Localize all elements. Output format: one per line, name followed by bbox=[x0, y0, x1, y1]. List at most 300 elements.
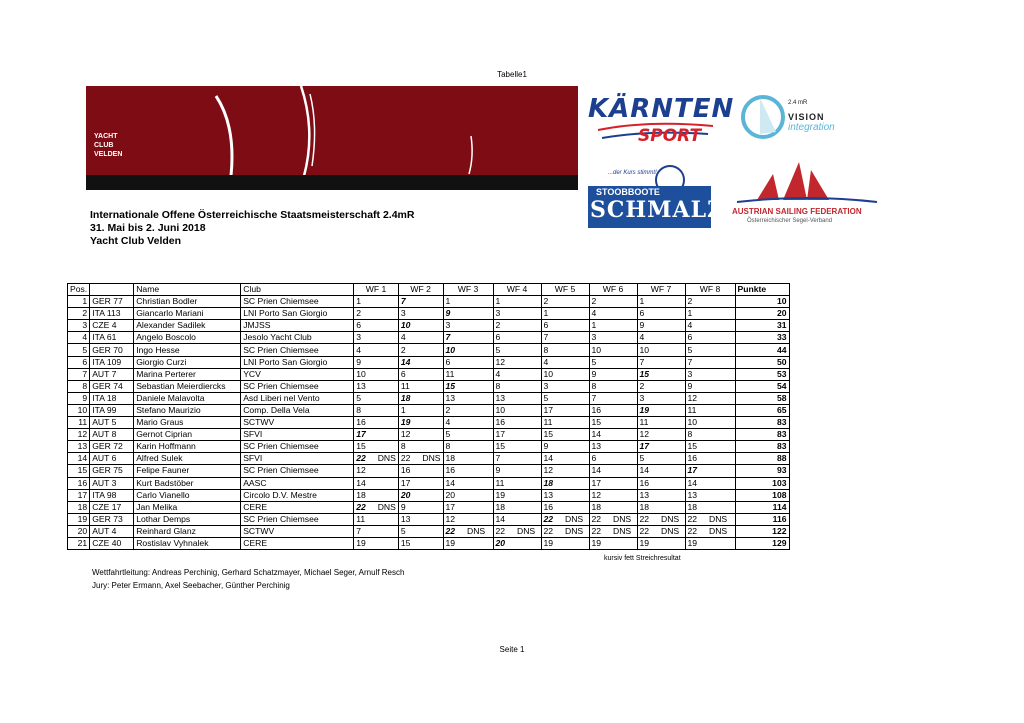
kaernten-sport-logo: KÄRNTEN SPORT bbox=[588, 94, 735, 146]
cell-race-code bbox=[563, 308, 589, 320]
cell-race-code bbox=[611, 404, 637, 416]
cell-race-code bbox=[420, 429, 443, 441]
cell-race-score: 7 bbox=[589, 392, 611, 404]
cell-race-score: 13 bbox=[443, 392, 465, 404]
cell-name: Daniele Malavolta bbox=[134, 392, 241, 404]
cell-club: SC Prien Chiemsee bbox=[241, 296, 354, 308]
vision-integration-logo: 2.4 mR VISION integration bbox=[740, 92, 860, 144]
cell-race-code bbox=[659, 404, 685, 416]
table-row bbox=[68, 332, 790, 344]
cell-points: 103 bbox=[735, 477, 789, 489]
cell-race-code bbox=[611, 392, 637, 404]
table-row bbox=[68, 477, 790, 489]
cell-pos: 3 bbox=[68, 320, 90, 332]
cell-pos: 17 bbox=[68, 489, 90, 501]
cell-race-score: 7 bbox=[637, 356, 659, 368]
cell-race-score: 22 bbox=[493, 525, 515, 537]
cell-race-score: 5 bbox=[493, 344, 515, 356]
cell-points: 83 bbox=[735, 417, 789, 429]
cell-race-score: 17 bbox=[589, 477, 611, 489]
cell-race-score: 2 bbox=[493, 320, 515, 332]
cell-race-code: DNS bbox=[659, 525, 685, 537]
cell-race-code bbox=[707, 465, 735, 477]
table-row bbox=[68, 537, 790, 549]
cell-race-code bbox=[659, 368, 685, 380]
cell-name: Karin Hoffmann bbox=[134, 441, 241, 453]
cell-race-code bbox=[611, 380, 637, 392]
cell-race-score: 8 bbox=[589, 380, 611, 392]
cell-race-code bbox=[659, 392, 685, 404]
header-race: WF 5 bbox=[541, 284, 589, 296]
cell-race-code bbox=[563, 537, 589, 549]
cell-race-score: 3 bbox=[354, 332, 376, 344]
regatta-title bbox=[90, 209, 414, 248]
cell-race-code bbox=[420, 465, 443, 477]
cell-race-score: 8 bbox=[354, 404, 376, 416]
cell-race-score: 17 bbox=[637, 441, 659, 453]
cell-race-score: 8 bbox=[443, 441, 465, 453]
cell-race-score: 18 bbox=[443, 453, 465, 465]
cell-race-code bbox=[659, 296, 685, 308]
table-row bbox=[68, 465, 790, 477]
cell-race-code bbox=[563, 332, 589, 344]
cell-sail-number: GER 77 bbox=[90, 296, 134, 308]
cell-club: SCTWV bbox=[241, 525, 354, 537]
cell-race-score: 3 bbox=[398, 308, 420, 320]
cell-sail-number: GER 74 bbox=[90, 380, 134, 392]
header-name: Name bbox=[134, 284, 241, 296]
cell-race-code bbox=[611, 356, 637, 368]
cell-race-code bbox=[611, 453, 637, 465]
cell-name: Felipe Fauner bbox=[134, 465, 241, 477]
cell-race-score: 1 bbox=[354, 296, 376, 308]
cell-race-score: 18 bbox=[398, 392, 420, 404]
cell-race-score: 7 bbox=[541, 332, 563, 344]
cell-race-score: 22 bbox=[354, 453, 376, 465]
header-sail bbox=[90, 284, 134, 296]
cell-race-score: 11 bbox=[685, 404, 707, 416]
table-row bbox=[68, 308, 790, 320]
cell-race-score: 5 bbox=[443, 429, 465, 441]
cell-club: CERE bbox=[241, 537, 354, 549]
cell-race-score: 17 bbox=[541, 404, 563, 416]
cell-race-code: DNS bbox=[563, 525, 589, 537]
cell-pos: 20 bbox=[68, 525, 90, 537]
cell-club: Asd Liberi nel Vento bbox=[241, 392, 354, 404]
cell-race-code: DNS bbox=[707, 525, 735, 537]
cell-race-code bbox=[420, 489, 443, 501]
cell-name: Jan Melika bbox=[134, 501, 241, 513]
cell-race-code bbox=[515, 501, 541, 513]
cell-race-score: 5 bbox=[589, 356, 611, 368]
header-race: WF 1 bbox=[354, 284, 399, 296]
cell-race-score: 11 bbox=[637, 417, 659, 429]
cell-points: 31 bbox=[735, 320, 789, 332]
cell-race-score: 20 bbox=[443, 489, 465, 501]
cell-race-code bbox=[420, 332, 443, 344]
cell-race-code bbox=[515, 537, 541, 549]
cell-race-code bbox=[659, 332, 685, 344]
cell-race-code bbox=[376, 441, 399, 453]
cell-points: 83 bbox=[735, 441, 789, 453]
cell-race-code bbox=[465, 513, 493, 525]
cell-race-code bbox=[563, 356, 589, 368]
cell-race-score: 19 bbox=[637, 404, 659, 416]
cell-race-score: 11 bbox=[354, 513, 376, 525]
cell-race-score: 17 bbox=[354, 429, 376, 441]
cell-club: LNI Porto San Giorgio bbox=[241, 308, 354, 320]
cell-sail-number: AUT 3 bbox=[90, 477, 134, 489]
cell-race-score: 10 bbox=[493, 404, 515, 416]
header-race: WF 3 bbox=[443, 284, 493, 296]
schmalzl-logo: ...der Kurs stimmt! STOOBBOOTE SCHMALZL bbox=[588, 160, 711, 228]
cell-race-score: 15 bbox=[493, 441, 515, 453]
cell-race-score: 22 bbox=[637, 525, 659, 537]
cell-name: Angelo Boscolo bbox=[134, 332, 241, 344]
cell-race-code bbox=[515, 465, 541, 477]
cell-race-code bbox=[376, 513, 399, 525]
cell-race-score: 18 bbox=[493, 501, 515, 513]
cell-race-code: DNS bbox=[376, 453, 399, 465]
cell-race-code bbox=[465, 441, 493, 453]
cell-points: 122 bbox=[735, 525, 789, 537]
cell-name: Mario Graus bbox=[134, 417, 241, 429]
cell-name: Ingo Hesse bbox=[134, 344, 241, 356]
cell-club: SC Prien Chiemsee bbox=[241, 344, 354, 356]
cell-race-score: 6 bbox=[685, 332, 707, 344]
cell-race-score: 16 bbox=[685, 453, 707, 465]
cell-race-code bbox=[611, 441, 637, 453]
cell-race-score: 22 bbox=[589, 513, 611, 525]
cell-race-code bbox=[376, 308, 399, 320]
cell-race-code: DNS bbox=[376, 501, 399, 513]
cell-club: LNI Porto San Giorgio bbox=[241, 356, 354, 368]
cell-race-score: 4 bbox=[589, 308, 611, 320]
cell-race-code bbox=[515, 477, 541, 489]
cell-race-score: 22 bbox=[685, 513, 707, 525]
cell-race-code bbox=[611, 465, 637, 477]
cell-sail-number: ITA 99 bbox=[90, 404, 134, 416]
cell-race-code bbox=[376, 489, 399, 501]
cell-pos: 19 bbox=[68, 513, 90, 525]
cell-race-score: 17 bbox=[398, 477, 420, 489]
cell-race-code bbox=[515, 513, 541, 525]
cell-race-score: 19 bbox=[443, 537, 465, 549]
table-row bbox=[68, 320, 790, 332]
cell-race-code bbox=[376, 477, 399, 489]
cell-race-score: 16 bbox=[637, 477, 659, 489]
cell-points: 50 bbox=[735, 356, 789, 368]
cell-race-code bbox=[611, 429, 637, 441]
cell-pos: 18 bbox=[68, 501, 90, 513]
cell-name: Giancarlo Mariani bbox=[134, 308, 241, 320]
cell-name: Rostislav Vyhnalek bbox=[134, 537, 241, 549]
cell-race-score: 12 bbox=[541, 465, 563, 477]
cell-race-code bbox=[611, 368, 637, 380]
cell-pos: 2 bbox=[68, 308, 90, 320]
table-row bbox=[68, 404, 790, 416]
table-row bbox=[68, 441, 790, 453]
cell-race-score: 9 bbox=[354, 356, 376, 368]
cell-points: 54 bbox=[735, 380, 789, 392]
cell-pos: 1 bbox=[68, 296, 90, 308]
cell-race-code bbox=[465, 380, 493, 392]
cell-race-score: 16 bbox=[443, 465, 465, 477]
cell-race-code bbox=[563, 429, 589, 441]
cell-race-code bbox=[465, 489, 493, 501]
cell-points: 114 bbox=[735, 501, 789, 513]
cell-race-score: 2 bbox=[589, 296, 611, 308]
cell-race-score: 3 bbox=[589, 332, 611, 344]
cell-race-score: 16 bbox=[493, 417, 515, 429]
cell-race-score: 9 bbox=[589, 368, 611, 380]
cell-race-score: 20 bbox=[398, 489, 420, 501]
cell-race-code bbox=[707, 417, 735, 429]
cell-race-code bbox=[707, 453, 735, 465]
cell-race-code bbox=[563, 453, 589, 465]
cell-race-score: 8 bbox=[685, 429, 707, 441]
cell-race-score: 19 bbox=[541, 537, 563, 549]
cell-race-score: 17 bbox=[493, 429, 515, 441]
cell-sail-number: ITA 61 bbox=[90, 332, 134, 344]
cell-race-score: 6 bbox=[541, 320, 563, 332]
cell-race-code bbox=[420, 404, 443, 416]
cell-race-score: 1 bbox=[589, 320, 611, 332]
cell-race-code bbox=[420, 513, 443, 525]
cell-race-score: 7 bbox=[398, 296, 420, 308]
cell-race-score: 10 bbox=[637, 344, 659, 356]
cell-race-score: 5 bbox=[398, 525, 420, 537]
cell-race-code bbox=[707, 501, 735, 513]
cell-race-code bbox=[659, 356, 685, 368]
cell-race-score: 22 bbox=[541, 525, 563, 537]
cell-race-code bbox=[563, 417, 589, 429]
table-row bbox=[68, 429, 790, 441]
cell-race-code bbox=[465, 501, 493, 513]
cell-club: SC Prien Chiemsee bbox=[241, 513, 354, 525]
cell-race-score: 13 bbox=[685, 489, 707, 501]
header-club: Club bbox=[241, 284, 354, 296]
cell-race-code bbox=[659, 429, 685, 441]
title-line-3: Yacht Club Velden bbox=[90, 235, 182, 247]
cell-pos: 12 bbox=[68, 429, 90, 441]
cell-club: AASC bbox=[241, 477, 354, 489]
cell-race-code bbox=[376, 296, 399, 308]
cell-race-score: 12 bbox=[443, 513, 465, 525]
cell-race-score: 2 bbox=[443, 404, 465, 416]
cell-race-code bbox=[611, 537, 637, 549]
cell-race-score: 11 bbox=[443, 368, 465, 380]
cell-race-code bbox=[563, 477, 589, 489]
cell-race-code bbox=[563, 404, 589, 416]
cell-club: Circolo D.V. Mestre bbox=[241, 489, 354, 501]
cell-race-score: 6 bbox=[637, 308, 659, 320]
cell-race-score: 12 bbox=[637, 429, 659, 441]
cell-race-score: 14 bbox=[398, 356, 420, 368]
jury: Jury: Peter Ermann, Axel Seebacher, Günther Perchinig bbox=[92, 581, 290, 590]
austrian-sailing-federation-logo: AUSTRIAN SAILING FEDERATION Österreichischer Segel-Verband bbox=[727, 160, 887, 230]
cell-race-code bbox=[611, 417, 637, 429]
cell-race-score: 22 bbox=[443, 525, 465, 537]
cell-race-score: 18 bbox=[685, 501, 707, 513]
cell-name: Christian Bodler bbox=[134, 296, 241, 308]
cell-race-code bbox=[515, 380, 541, 392]
cell-points: 20 bbox=[735, 308, 789, 320]
cell-race-score: 10 bbox=[541, 368, 563, 380]
cell-race-code bbox=[659, 465, 685, 477]
cell-race-score: 5 bbox=[541, 392, 563, 404]
cell-race-score: 12 bbox=[685, 392, 707, 404]
cell-race-code bbox=[707, 477, 735, 489]
cell-club: SC Prien Chiemsee bbox=[241, 465, 354, 477]
cell-race-code bbox=[515, 356, 541, 368]
cell-name: Alfred Sulek bbox=[134, 453, 241, 465]
table-row bbox=[68, 380, 790, 392]
cell-race-code bbox=[515, 489, 541, 501]
cell-race-score: 14 bbox=[493, 513, 515, 525]
cell-club: JMJSS bbox=[241, 320, 354, 332]
cell-race-code bbox=[376, 356, 399, 368]
cell-race-score: 16 bbox=[541, 501, 563, 513]
cell-race-score: 10 bbox=[354, 368, 376, 380]
cell-race-score: 4 bbox=[493, 368, 515, 380]
cell-race-code bbox=[563, 501, 589, 513]
cell-race-score: 18 bbox=[589, 501, 611, 513]
header-race: WF 2 bbox=[398, 284, 443, 296]
sheet-name: Tabelle1 bbox=[497, 70, 527, 79]
cell-race-score: 19 bbox=[493, 489, 515, 501]
cell-race-score: 14 bbox=[354, 477, 376, 489]
cell-race-code: DNS bbox=[515, 525, 541, 537]
cell-race-code bbox=[659, 537, 685, 549]
cell-race-score: 22 bbox=[541, 513, 563, 525]
cell-race-score: 12 bbox=[493, 356, 515, 368]
cell-race-code bbox=[611, 332, 637, 344]
cell-club: SFVI bbox=[241, 453, 354, 465]
cell-race-score: 9 bbox=[685, 380, 707, 392]
cell-race-score: 19 bbox=[354, 537, 376, 549]
cell-race-code bbox=[465, 320, 493, 332]
table-row bbox=[68, 392, 790, 404]
cell-pos: 16 bbox=[68, 477, 90, 489]
cell-club: SC Prien Chiemsee bbox=[241, 380, 354, 392]
cell-race-score: 7 bbox=[443, 332, 465, 344]
cell-race-code bbox=[465, 429, 493, 441]
cell-club: Jesolo Yacht Club bbox=[241, 332, 354, 344]
cell-race-code bbox=[563, 465, 589, 477]
cell-race-score: 17 bbox=[685, 465, 707, 477]
cell-pos: 13 bbox=[68, 441, 90, 453]
cell-race-score: 7 bbox=[493, 453, 515, 465]
page-footer: Seite 1 bbox=[499, 645, 525, 654]
cell-points: 93 bbox=[735, 465, 789, 477]
cell-race-score: 1 bbox=[398, 404, 420, 416]
cell-race-code bbox=[376, 404, 399, 416]
cell-race-code bbox=[563, 380, 589, 392]
cell-race-code bbox=[659, 489, 685, 501]
cell-points: 88 bbox=[735, 453, 789, 465]
cell-race-code bbox=[376, 537, 399, 549]
cell-race-code bbox=[515, 368, 541, 380]
cell-points: 108 bbox=[735, 489, 789, 501]
cell-race-score: 6 bbox=[493, 332, 515, 344]
cell-race-score: 6 bbox=[589, 453, 611, 465]
cell-race-code bbox=[465, 477, 493, 489]
cell-race-code bbox=[659, 380, 685, 392]
header-race: WF 6 bbox=[589, 284, 637, 296]
cell-race-score: 2 bbox=[685, 296, 707, 308]
cell-race-code bbox=[707, 429, 735, 441]
header-race: WF 8 bbox=[685, 284, 735, 296]
cell-race-code bbox=[707, 344, 735, 356]
race-officers: Wettfahrtleitung: Andreas Perchinig, Gerhard Schatzmayer, Michael Seger, Arnulf Resch bbox=[92, 568, 405, 577]
cell-race-score: 11 bbox=[493, 477, 515, 489]
cell-race-score: 22 bbox=[685, 525, 707, 537]
legend-note: kursiv fett Streichresultat bbox=[604, 555, 681, 562]
cell-race-score: 3 bbox=[637, 392, 659, 404]
cell-sail-number: AUT 6 bbox=[90, 453, 134, 465]
cell-pos: 4 bbox=[68, 332, 90, 344]
cell-race-code bbox=[707, 537, 735, 549]
cell-race-score: 22 bbox=[398, 453, 420, 465]
cell-race-score: 13 bbox=[398, 513, 420, 525]
cell-race-code bbox=[611, 477, 637, 489]
cell-race-score: 5 bbox=[637, 453, 659, 465]
cell-race-code bbox=[465, 356, 493, 368]
table-row bbox=[68, 296, 790, 308]
cell-race-score: 7 bbox=[354, 525, 376, 537]
cell-race-code bbox=[376, 392, 399, 404]
cell-race-score: 12 bbox=[589, 489, 611, 501]
cell-race-code: DNS bbox=[707, 513, 735, 525]
cell-race-code: DNS bbox=[465, 525, 493, 537]
cell-race-score: 13 bbox=[589, 441, 611, 453]
cell-race-code bbox=[465, 332, 493, 344]
cell-club: Comp. Della Vela bbox=[241, 404, 354, 416]
cell-race-code: DNS bbox=[611, 513, 637, 525]
cell-race-code: DNS bbox=[420, 453, 443, 465]
cell-name: Reinhard Glanz bbox=[134, 525, 241, 537]
cell-race-score: 6 bbox=[398, 368, 420, 380]
header-race: WF 4 bbox=[493, 284, 541, 296]
cell-race-score: 1 bbox=[637, 296, 659, 308]
cell-race-score: 15 bbox=[685, 441, 707, 453]
cell-race-code bbox=[376, 368, 399, 380]
cell-pos: 8 bbox=[68, 380, 90, 392]
cell-race-score: 13 bbox=[541, 489, 563, 501]
cell-race-score: 14 bbox=[637, 465, 659, 477]
cell-race-score: 22 bbox=[637, 513, 659, 525]
cell-pos: 6 bbox=[68, 356, 90, 368]
cell-points: 83 bbox=[735, 429, 789, 441]
table-row bbox=[68, 344, 790, 356]
cell-race-code bbox=[420, 308, 443, 320]
table-row bbox=[68, 513, 790, 525]
cell-race-code bbox=[563, 441, 589, 453]
cell-sail-number: GER 75 bbox=[90, 465, 134, 477]
cell-race-score: 19 bbox=[589, 537, 611, 549]
cell-race-score: 15 bbox=[541, 429, 563, 441]
cell-race-score: 7 bbox=[685, 356, 707, 368]
cell-points: 129 bbox=[735, 537, 789, 549]
cell-race-score: 4 bbox=[354, 344, 376, 356]
cell-race-code bbox=[420, 368, 443, 380]
cell-race-score: 8 bbox=[493, 380, 515, 392]
cell-race-code bbox=[659, 308, 685, 320]
cell-race-score: 15 bbox=[637, 368, 659, 380]
cell-race-code bbox=[563, 392, 589, 404]
cell-race-score: 6 bbox=[443, 356, 465, 368]
